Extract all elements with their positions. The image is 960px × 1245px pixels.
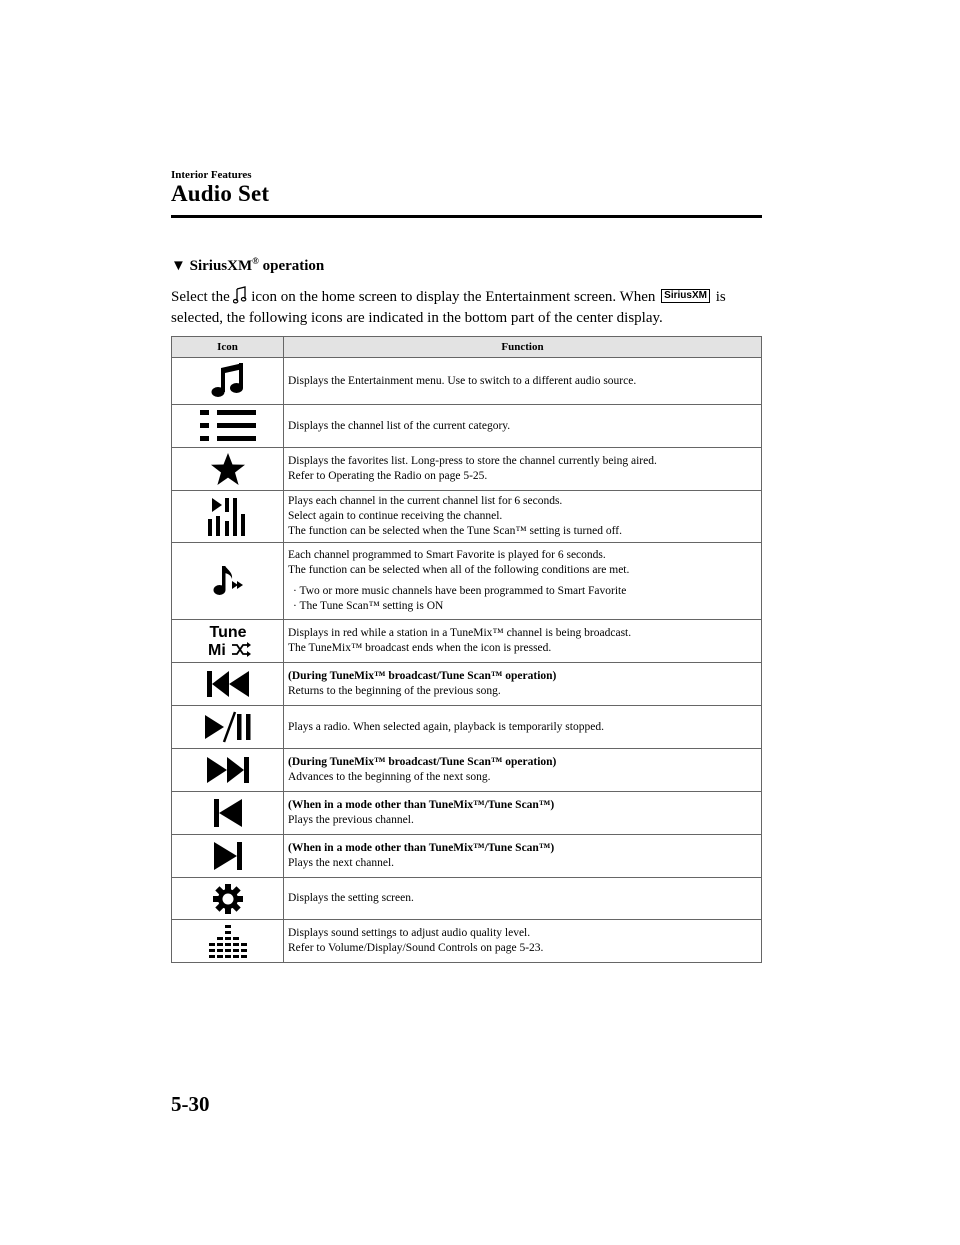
music-note-icon [233,286,247,304]
table-row [172,405,762,448]
registered-mark: ® [252,256,259,266]
icon-cell [172,543,284,620]
section-heading [171,256,324,275]
table-row [172,358,762,405]
table-row [172,835,762,878]
smart-favorite-icon [211,564,245,598]
column-header-icon: Icon [172,337,284,358]
icon-cell [172,663,284,706]
table-header-row [172,337,762,358]
function-cell: (When in a mode other than TuneMix™/Tune Scan™) Plays the previous channel. [284,792,762,835]
icon-cell [172,358,284,405]
tunemix-icon [204,623,252,659]
table-row [172,543,762,620]
table-row [172,448,762,491]
table-row [172,620,762,663]
table-row [172,878,762,920]
function-cell: Displays the setting screen. [284,878,762,920]
icon-cell [172,706,284,749]
icon-cell [172,749,284,792]
section-title: SiriusXM [189,258,253,274]
function-cell: (When in a mode other than TuneMix™/Tune Scan™) Plays the next channel. [284,835,762,878]
title-rule [171,215,762,218]
tune-scan-icon [207,497,249,537]
next-channel-icon [213,841,243,871]
list-item: · The Tune Scan™ setting is ON [293,600,444,612]
icon-cell [172,448,284,491]
gear-icon [213,884,243,914]
function-cell: Displays the Entertainment menu. Use to switch to a different audio source. [284,358,762,405]
icon-cell [172,835,284,878]
next-song-icon [206,756,250,784]
icon-cell [172,878,284,920]
intro-text-2: icon on the home screen to display the Entertainment screen. When [247,289,660,305]
function-cell: (During TuneMix™ broadcast/Tune Scan™ operation) Returns to the beginning of the previous song. [284,663,762,706]
function-cell: Displays in red while a station in a TuneMix™ channel is being broadcast. The TuneMix™ broadcast ends when the icon is pressed. [284,620,762,663]
intro-text-3: is selected, the following icons are indicated in the bottom part of the center display. [171,289,726,326]
icon-function-table [171,336,762,963]
intro-paragraph [171,286,771,329]
channel-list-icon [199,409,257,443]
music-note-icon [208,362,248,400]
function-cell: Plays each channel in the current channel list for 6 seconds. Select again to continue receiving the channel. The function can be selected when the Tune Scan™ setting is turned off. [284,491,762,543]
icon-cell [172,792,284,835]
function-cell: (During TuneMix™ broadcast/Tune Scan™ operation) Advances to the beginning of the next song. [284,749,762,792]
intro-text-1: Select the [171,289,234,305]
previous-channel-icon [213,798,243,828]
table-row [172,749,762,792]
function-cell: Plays a radio. When selected again, playback is temporarily stopped. [284,706,762,749]
list-item: · Two or more music channels have been programmed to Smart Favorite [293,585,627,597]
table-row [172,706,762,749]
svg-text:Mi: Mi [207,642,226,659]
icon-cell [172,491,284,543]
function-cell: Displays sound settings to adjust audio quality level. Refer to Volume/Display/Sound Controls on page 5-23. [284,920,762,963]
play-pause-icon [204,711,252,743]
table-row [172,792,762,835]
page-number: 5-30 [171,1092,210,1116]
icon-cell [172,405,284,448]
table-row [172,491,762,543]
section-marker: ▼ [171,258,186,274]
function-cell: Each channel programmed to Smart Favorite is played for 6 seconds. The function can be selected when all of the following conditions are met. · Two or more music channels have been programmed to Smart Favorite · The Tune Scan™ setting is ON [284,543,762,620]
function-cell: Displays the favorites list. Long-press to store the channel currently being aired. Refer to Operating the Radio on page 5-25. [284,448,762,491]
svg-text:Tune: Tune [208,624,247,641]
star-icon [210,452,246,486]
icon-cell [172,920,284,963]
previous-song-icon [206,670,250,698]
page-title: Audio Set [171,181,270,206]
column-header-function: Function [284,337,762,358]
sound-settings-icon [208,924,248,958]
chapter-label: Interior Features [171,169,252,181]
siriusxm-badge: SiriusXM [661,289,710,303]
table-row [172,663,762,706]
icon-cell [172,620,284,663]
section-title-suffix: operation [258,258,325,274]
table-row [172,920,762,963]
function-cell: Displays the channel list of the current category. [284,405,762,448]
